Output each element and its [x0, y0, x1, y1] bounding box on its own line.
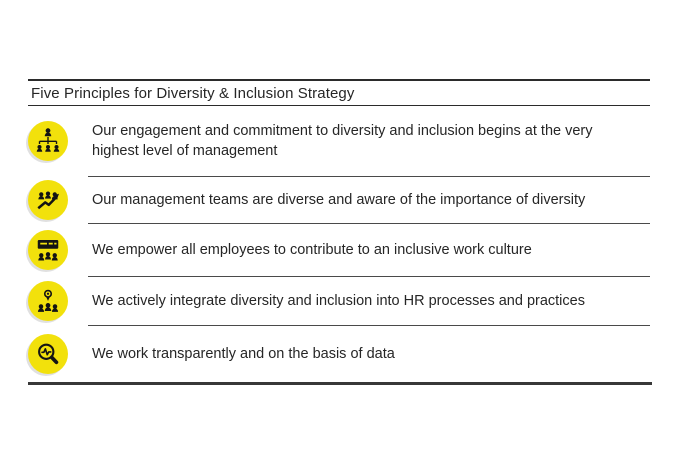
principle-2-text: Our management teams are diverse and aware of the importance of diversity: [92, 192, 586, 208]
team-growth-icon: [33, 185, 63, 215]
principle-row-4: [28, 277, 650, 325]
presentation-audience-icon: [33, 235, 63, 265]
principle-5-text: We work transparently and on the basis of data: [92, 346, 395, 362]
principle-1-badge: [28, 121, 68, 161]
principle-row-5: [28, 326, 650, 382]
page-title: Five Principles for Diversity & Inclusion Strategy: [31, 84, 355, 102]
slide-content: [28, 79, 650, 385]
principle-2-badge: [28, 180, 68, 220]
principle-4-badge: [28, 281, 68, 321]
magnifier-pulse-icon: [33, 339, 63, 369]
principle-3-text: We empower all employees to contribute to an inclusive work culture: [92, 242, 532, 258]
org-hierarchy-icon: [33, 126, 63, 156]
principle-row-1: [28, 106, 650, 176]
principle-5-badge: [28, 334, 68, 374]
people-location-icon: [33, 286, 63, 316]
principle-4-text: We actively integrate diversity and inclusion into HR processes and practices: [92, 293, 585, 309]
principle-1-text: Our engagement and commitment to diversity and inclusion begins at the very highest level of management: [92, 123, 593, 159]
principle-row-3: [28, 224, 650, 276]
principle-3-badge: [28, 230, 68, 270]
bottom-rule: [28, 382, 652, 385]
principle-row-2: [28, 177, 650, 223]
